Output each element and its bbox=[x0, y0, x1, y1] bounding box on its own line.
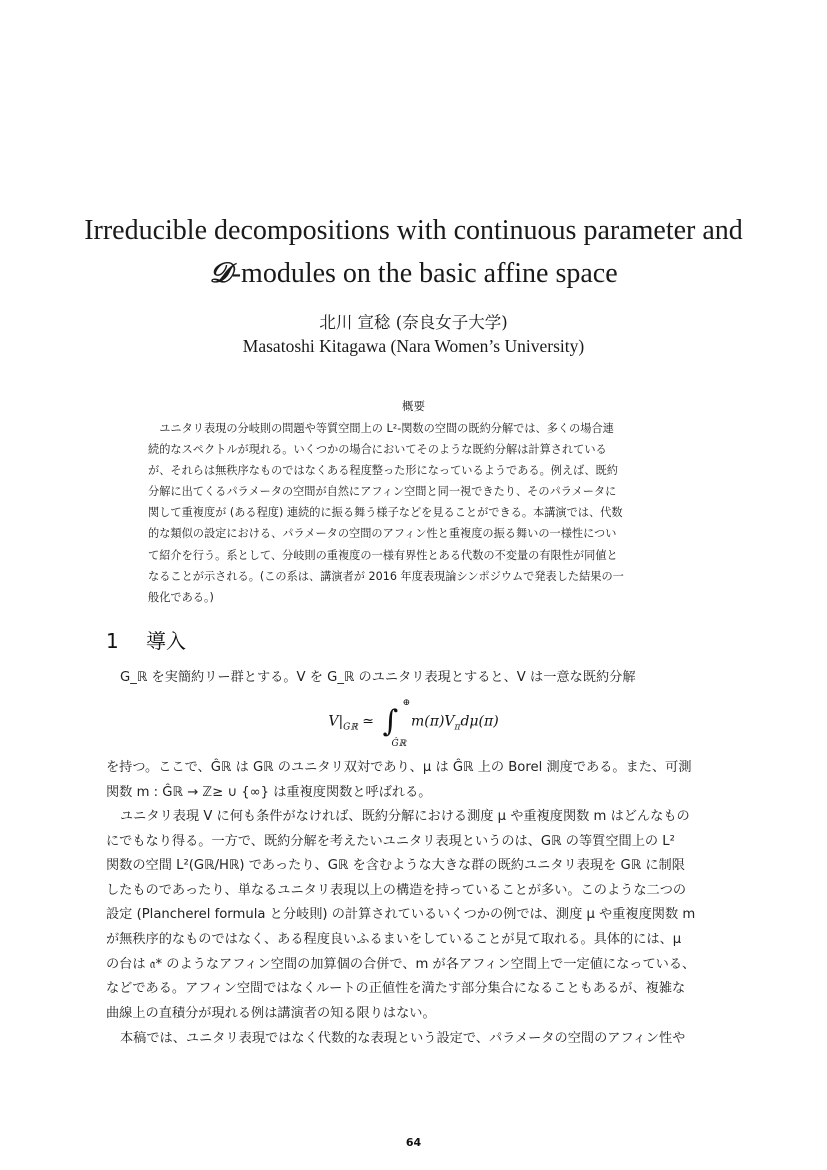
paragraph-line: にでもなり得る。一方で、既約分解を考えたいユニタリ表現というのは、Gℝ の等質空間上の L² bbox=[106, 833, 675, 849]
author-english: Masatoshi Kitagawa (Nara Women’s University) bbox=[242, 336, 585, 356]
equation-rhs-sub: π bbox=[454, 722, 461, 733]
title-line-1: Irreducible decompositions with continuous parameter and bbox=[84, 215, 743, 246]
abstract-line: ユニタリ表現の分岐則の問題や等質空間上の L²-関数の空間の既約分解では、多くの場合連 bbox=[148, 422, 614, 435]
paragraph-line: などである。アフィン空間ではなくルートの正値性を満たす部分集合になることもあるが、複雑な bbox=[106, 981, 686, 997]
section-number: 1 bbox=[106, 629, 119, 653]
abstract-line: 的な類似の設定における、パラメータの空間のアフィン性と重複度の振る舞いの一様性につい bbox=[148, 527, 617, 541]
title-line-2-rest: -modules on the basic affine space bbox=[231, 258, 618, 289]
abstract-line: て紹介を行う。系として、分岐則の重複度の一様有界性とある代数の不変量の有限性が同値と bbox=[148, 548, 618, 562]
decomposition-equation bbox=[0, 698, 827, 749]
author-japanese: 北川 宣稔 (奈良女子大学) bbox=[319, 313, 508, 332]
integral-subscript: Ĝℝ bbox=[391, 739, 407, 749]
paragraph-line: G_ℝ を実簡約リー群とする。V を G_ℝ のユニタリ表現とすると、V は一意な既約分解 bbox=[120, 670, 636, 685]
integral-superscript: ⊕ bbox=[402, 698, 411, 708]
title-line-2 bbox=[60, 252, 767, 295]
section-title: 導入 bbox=[146, 629, 186, 653]
section-heading bbox=[106, 625, 186, 654]
paragraph-line: 設定 (Plancherel formula と分岐則) の計算されているいくつかの例では、測度 μ や重複度関数 m bbox=[106, 907, 696, 923]
abstract-heading: 概要 bbox=[402, 399, 425, 413]
paragraph-line: ユニタリ表現 V に何も条件がなければ、既約分解における測度 μ や重複度関数 m はどんなもの bbox=[120, 809, 690, 824]
abstract-body bbox=[148, 418, 680, 608]
abstract-line: 続的なスペクトルが現れる。いくつかの場合においてそのような既約分解は計算されている bbox=[148, 443, 607, 457]
paragraph-line: 本稿では、ユニタリ表現ではなく代数的な表現という設定で、パラメータの空間のアフィン性や bbox=[120, 1031, 686, 1046]
paper-title bbox=[60, 210, 767, 295]
equation-lhs-sub: Gℝ bbox=[343, 722, 358, 733]
integral-symbol: ∫ bbox=[382, 704, 399, 739]
paragraph-line: が無秩序的なものではなく、ある程度良いふるまいをしていることが見て取れる。具体的には、μ bbox=[106, 931, 682, 947]
title-d-symbol: 𝒟 bbox=[209, 256, 232, 289]
paragraph-line: 関数 m : Ĝℝ → ℤ≥ ∪ {∞} は重複度関数と呼ばれる。 bbox=[106, 784, 432, 800]
paragraph-this-paper bbox=[106, 1027, 722, 1052]
page-number: 64 bbox=[405, 1136, 422, 1149]
paragraph-line: を持つ。ここで、Ĝℝ は Gℝ のユニタリ双対であり、μ は Ĝℝ 上の Borel 測度である。また、可測 bbox=[106, 760, 692, 775]
abstract-line: なることが示される。(この系は、講演者が 2016 年度表現論シンポジウムで発表した結果の一 bbox=[148, 569, 624, 583]
abstract-line: が、それらは無秩序なものではなくある程度整った形になっているようである。例えば、既約 bbox=[148, 464, 618, 478]
paragraph-motivation bbox=[106, 805, 722, 1026]
equation-lhs: V| bbox=[328, 713, 344, 730]
paragraph-line: 関数の空間 L²(Gℝ/Hℝ) であったり、Gℝ を含むような大きな群の既約ユニタリ表現を Gℝ に制限 bbox=[106, 858, 685, 874]
integral-sign bbox=[382, 698, 411, 749]
equation-rhs-tail: dμ(π) bbox=[460, 713, 499, 730]
paragraph-line: 曲線上の直積分が現れる例は講演者の知る限りはない。 bbox=[106, 1005, 436, 1021]
equation-relation: ≃ bbox=[357, 713, 379, 730]
abstract-line: 般化である。) bbox=[148, 590, 214, 604]
paragraph-line: の台は 𝔞* のようなアフィン空間の加算個の合併で、m が各アフィン空間上で一定値になっている、 bbox=[106, 956, 696, 972]
paragraph-line: したものであったり、単なるユニタリ表現以上の構造を持っていることが多い。このような二つの bbox=[106, 882, 687, 898]
abstract-line: 関して重複度が (ある程度) 連続的に振る舞う様子などを見ることができる。本講演では、代数 bbox=[148, 506, 623, 520]
paragraph-definitions bbox=[106, 756, 722, 805]
paragraph-intro bbox=[106, 666, 722, 691]
equation-rhs: m(π)V bbox=[411, 713, 455, 730]
abstract-line: 分解に出てくるパラメータの空間が自然にアフィン空間と同一視できたり、そのパラメータに bbox=[148, 485, 617, 499]
